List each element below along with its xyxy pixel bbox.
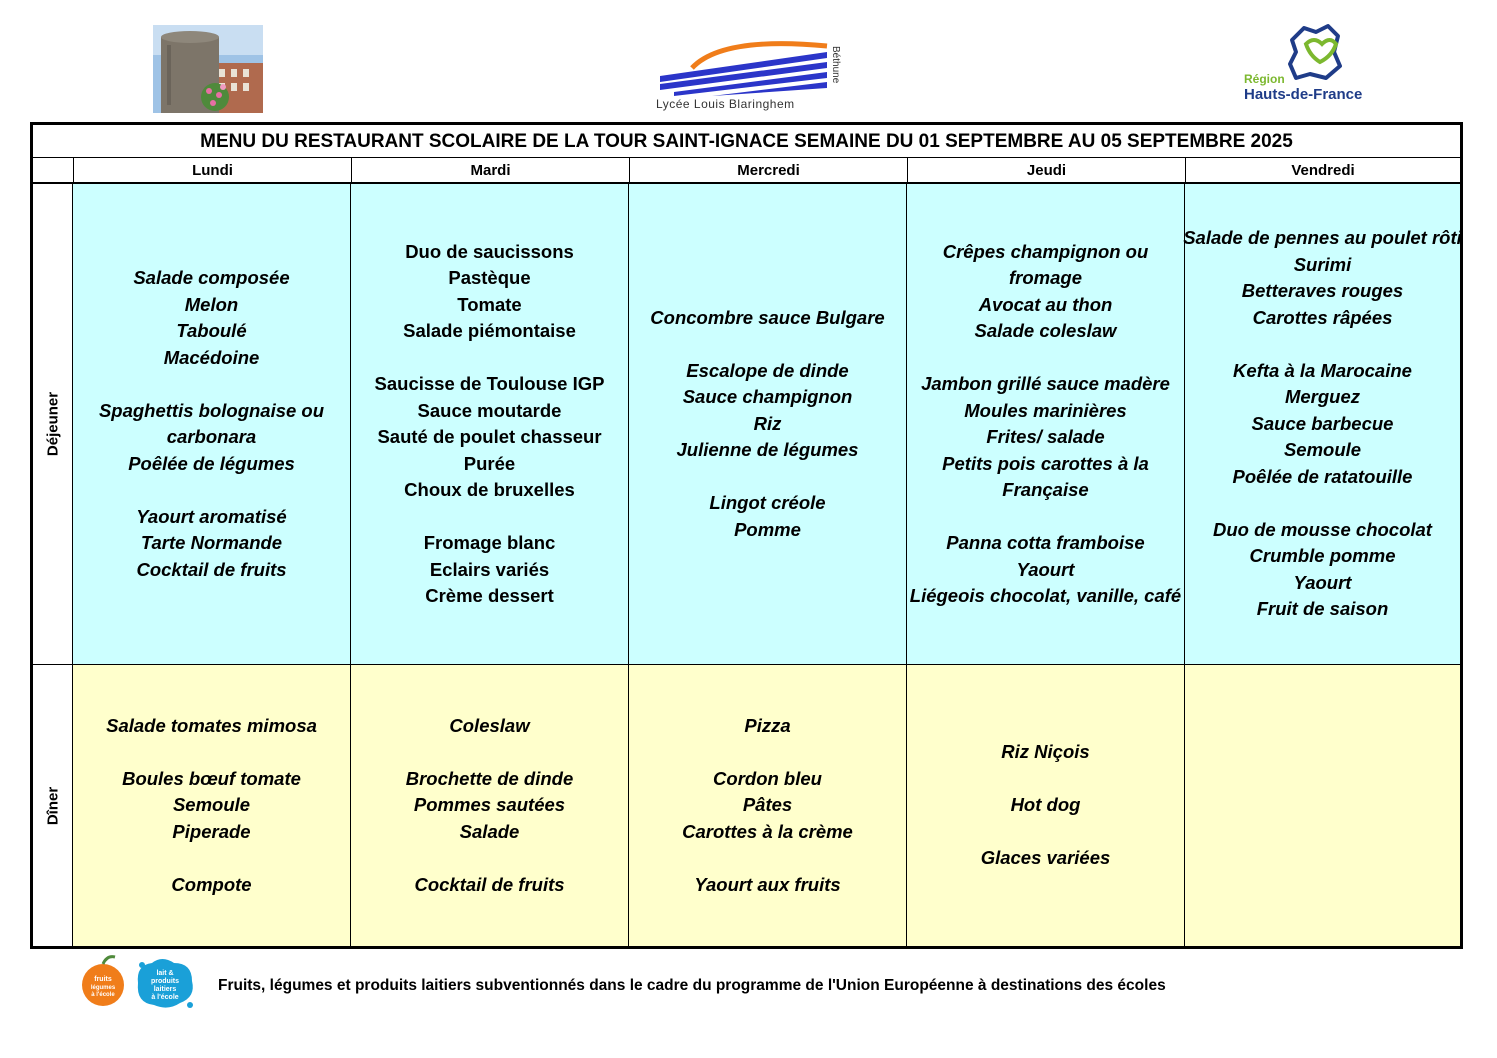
menu-item: Pommes sautées bbox=[413, 794, 566, 816]
school-logo bbox=[652, 38, 848, 116]
dinner-cell-jeudi bbox=[907, 665, 1185, 946]
menu-item: Choux de bruxelles bbox=[404, 479, 575, 500]
menu-item: Pomme bbox=[734, 518, 801, 540]
menu-item: Taboulé bbox=[176, 320, 247, 341]
menu-item: Moules marinières bbox=[964, 399, 1127, 421]
svg-text:légumes: légumes bbox=[90, 985, 116, 991]
menu-item: Concombre sauce Bulgare bbox=[650, 306, 885, 328]
menu-item: Sauce champignon bbox=[682, 386, 853, 408]
lunch-cell-vendredi bbox=[1185, 184, 1460, 665]
menu-item: Duo de saucissons bbox=[405, 240, 574, 262]
day-header-mardi: Mardi bbox=[351, 158, 629, 184]
svg-text:à l'école: à l'école bbox=[91, 992, 115, 998]
menu-item: Compote bbox=[171, 873, 252, 895]
dinner-cell-mardi bbox=[351, 665, 629, 946]
menu-item: Salade coleslaw bbox=[974, 320, 1117, 341]
milk-school-logo bbox=[132, 955, 198, 1011]
menu-item: Sauce moutarde bbox=[417, 399, 562, 421]
menu-item: fromage bbox=[1009, 267, 1082, 288]
menu-item: Semoule bbox=[1283, 439, 1362, 461]
menu-item: Salade bbox=[459, 820, 520, 842]
dinner-cell-vendredi bbox=[1185, 665, 1460, 946]
day-header-jeudi: Jeudi bbox=[907, 158, 1185, 184]
menu-item: Pastèque bbox=[448, 267, 531, 288]
menu-item: Fromage blanc bbox=[423, 532, 556, 553]
menu-item: Carottes à la crème bbox=[682, 820, 853, 842]
menu-item: Merguez bbox=[1284, 386, 1361, 408]
menu-item: Riz Niçois bbox=[1001, 741, 1090, 763]
lunch-cell-mardi bbox=[351, 184, 629, 665]
region-name: Hauts-de-France bbox=[1244, 86, 1363, 103]
day-header-mercredi: Mercredi bbox=[629, 158, 907, 184]
lunch-cell-mercredi bbox=[629, 184, 907, 665]
menu-item: Jambon grillé sauce madère bbox=[921, 373, 1170, 394]
svg-text:produits: produits bbox=[151, 978, 179, 985]
menu-item: Poêlée de légumes bbox=[128, 452, 295, 474]
header-corner bbox=[33, 158, 73, 184]
menu-table bbox=[30, 122, 1463, 949]
menu-item: Duo de mousse chocolat bbox=[1213, 518, 1432, 540]
menu-item: Brochette de dinde bbox=[405, 767, 574, 789]
menu-item: Escalope de dinde bbox=[686, 359, 849, 381]
menu-item: Fruit de saison bbox=[1256, 598, 1389, 620]
menu-item: Glaces variées bbox=[980, 847, 1111, 869]
day-header-lundi: Lundi bbox=[73, 158, 351, 184]
menu-item: Yaourt bbox=[1293, 571, 1352, 593]
menu-title: MENU DU RESTAURANT SCOLAIRE DE LA TOUR SAINT-IGNACE SEMAINE DU 01 SEPTEMBRE AU 05 SEPTEMBRE 2025 bbox=[33, 125, 1460, 158]
menu-item: Sauce barbecue bbox=[1251, 412, 1394, 434]
lunch-cell-lundi bbox=[73, 184, 351, 665]
menu-item: Eclairs variés bbox=[429, 558, 550, 580]
menu-item: Crêpes champignon ou bbox=[942, 240, 1149, 262]
menu-item: Lingot créole bbox=[709, 492, 826, 514]
menu-item: Sauté de poulet chasseur bbox=[377, 426, 602, 447]
fruits-school-logo bbox=[77, 955, 129, 1007]
dinner-label-cell bbox=[33, 665, 73, 946]
dinner-cell-lundi bbox=[73, 665, 351, 946]
menu-item: Pizza bbox=[744, 714, 791, 736]
menu-item: Yaourt aux fruits bbox=[694, 873, 841, 895]
menu-item: Piperade bbox=[172, 820, 251, 842]
menu-item: Liégeois chocolat, vanille, café bbox=[909, 585, 1182, 606]
svg-text:lait &: lait & bbox=[156, 970, 174, 977]
school-city: Béthune bbox=[830, 46, 841, 84]
menu-item: carbonara bbox=[166, 426, 257, 447]
menu-item: Yaourt bbox=[1016, 558, 1075, 580]
svg-text:fruits: fruits bbox=[94, 976, 112, 983]
school-name: Lycée Louis Blaringhem bbox=[656, 97, 795, 111]
menu-item: Melon bbox=[184, 293, 239, 315]
menu-item: Salade de pennes au poulet rôti bbox=[1183, 227, 1462, 249]
menu-item: Hot dog bbox=[1010, 794, 1081, 816]
school-logo-mark bbox=[652, 38, 832, 96]
menu-item: Tarte Normande bbox=[140, 532, 283, 553]
menu-item: Salade composée bbox=[133, 267, 290, 288]
dinner-cell-mercredi bbox=[629, 665, 907, 946]
menu-item: Coleslaw bbox=[449, 714, 530, 736]
day-header-vendredi: Vendredi bbox=[1185, 158, 1460, 184]
region-word: Région bbox=[1244, 72, 1285, 86]
menu-item: Crumble pomme bbox=[1249, 545, 1396, 567]
menu-item: Yaourt aromatisé bbox=[136, 505, 287, 527]
menu-item: Panna cotta framboise bbox=[946, 532, 1145, 553]
menu-item: Cordon bleu bbox=[713, 767, 822, 789]
menu-item: Cocktail de fruits bbox=[136, 558, 287, 580]
menu-item: Salade tomates mimosa bbox=[106, 714, 317, 736]
footer-note: Fruits, légumes et produits laitiers subventionnés dans le cadre du programme de l'Union Européenne à destinations des écoles bbox=[218, 977, 1166, 994]
region-map-icon bbox=[1282, 22, 1348, 82]
lunch-cell-jeudi bbox=[907, 184, 1185, 665]
menu-item: Salade piémontaise bbox=[403, 320, 576, 341]
menu-item: Purée bbox=[463, 452, 516, 474]
region-logo bbox=[1240, 22, 1400, 112]
menu-item: Boules bœuf tomate bbox=[122, 767, 301, 789]
menu-item: Riz bbox=[753, 412, 782, 434]
menu-item: Kefta à la Marocaine bbox=[1233, 359, 1412, 381]
menu-item: Poêlée de ratatouille bbox=[1232, 465, 1413, 487]
dinner-label: Dîner bbox=[44, 786, 61, 825]
menu-item: Française bbox=[1002, 479, 1089, 500]
menu-item: Semoule bbox=[172, 794, 251, 816]
lunch-label: Déjeuner bbox=[44, 391, 61, 457]
menu-item: Petits pois carottes à la bbox=[942, 452, 1149, 474]
svg-text:laitiers: laitiers bbox=[153, 986, 177, 993]
menu-item: Carottes râpées bbox=[1252, 306, 1393, 328]
menu-item: Cocktail de fruits bbox=[414, 873, 565, 895]
tower-photo bbox=[153, 25, 263, 113]
svg-text:à l'école: à l'école bbox=[151, 994, 179, 1001]
menu-item: Julienne de légumes bbox=[676, 439, 859, 461]
menu-item: Spaghettis bolognaise ou bbox=[98, 399, 325, 421]
menu-item: Macédoine bbox=[163, 346, 260, 368]
menu-item: Surimi bbox=[1293, 253, 1352, 275]
menu-item: Frites/ salade bbox=[986, 426, 1105, 447]
menu-item: Betteraves rouges bbox=[1241, 280, 1404, 302]
menu-item: Saucisse de Toulouse IGP bbox=[374, 373, 605, 394]
menu-item: Tomate bbox=[457, 293, 522, 315]
menu-item: Pâtes bbox=[742, 794, 793, 816]
menu-item: Crème dessert bbox=[425, 585, 554, 606]
menu-item: Avocat au thon bbox=[978, 293, 1113, 315]
lunch-label-cell bbox=[33, 184, 73, 665]
